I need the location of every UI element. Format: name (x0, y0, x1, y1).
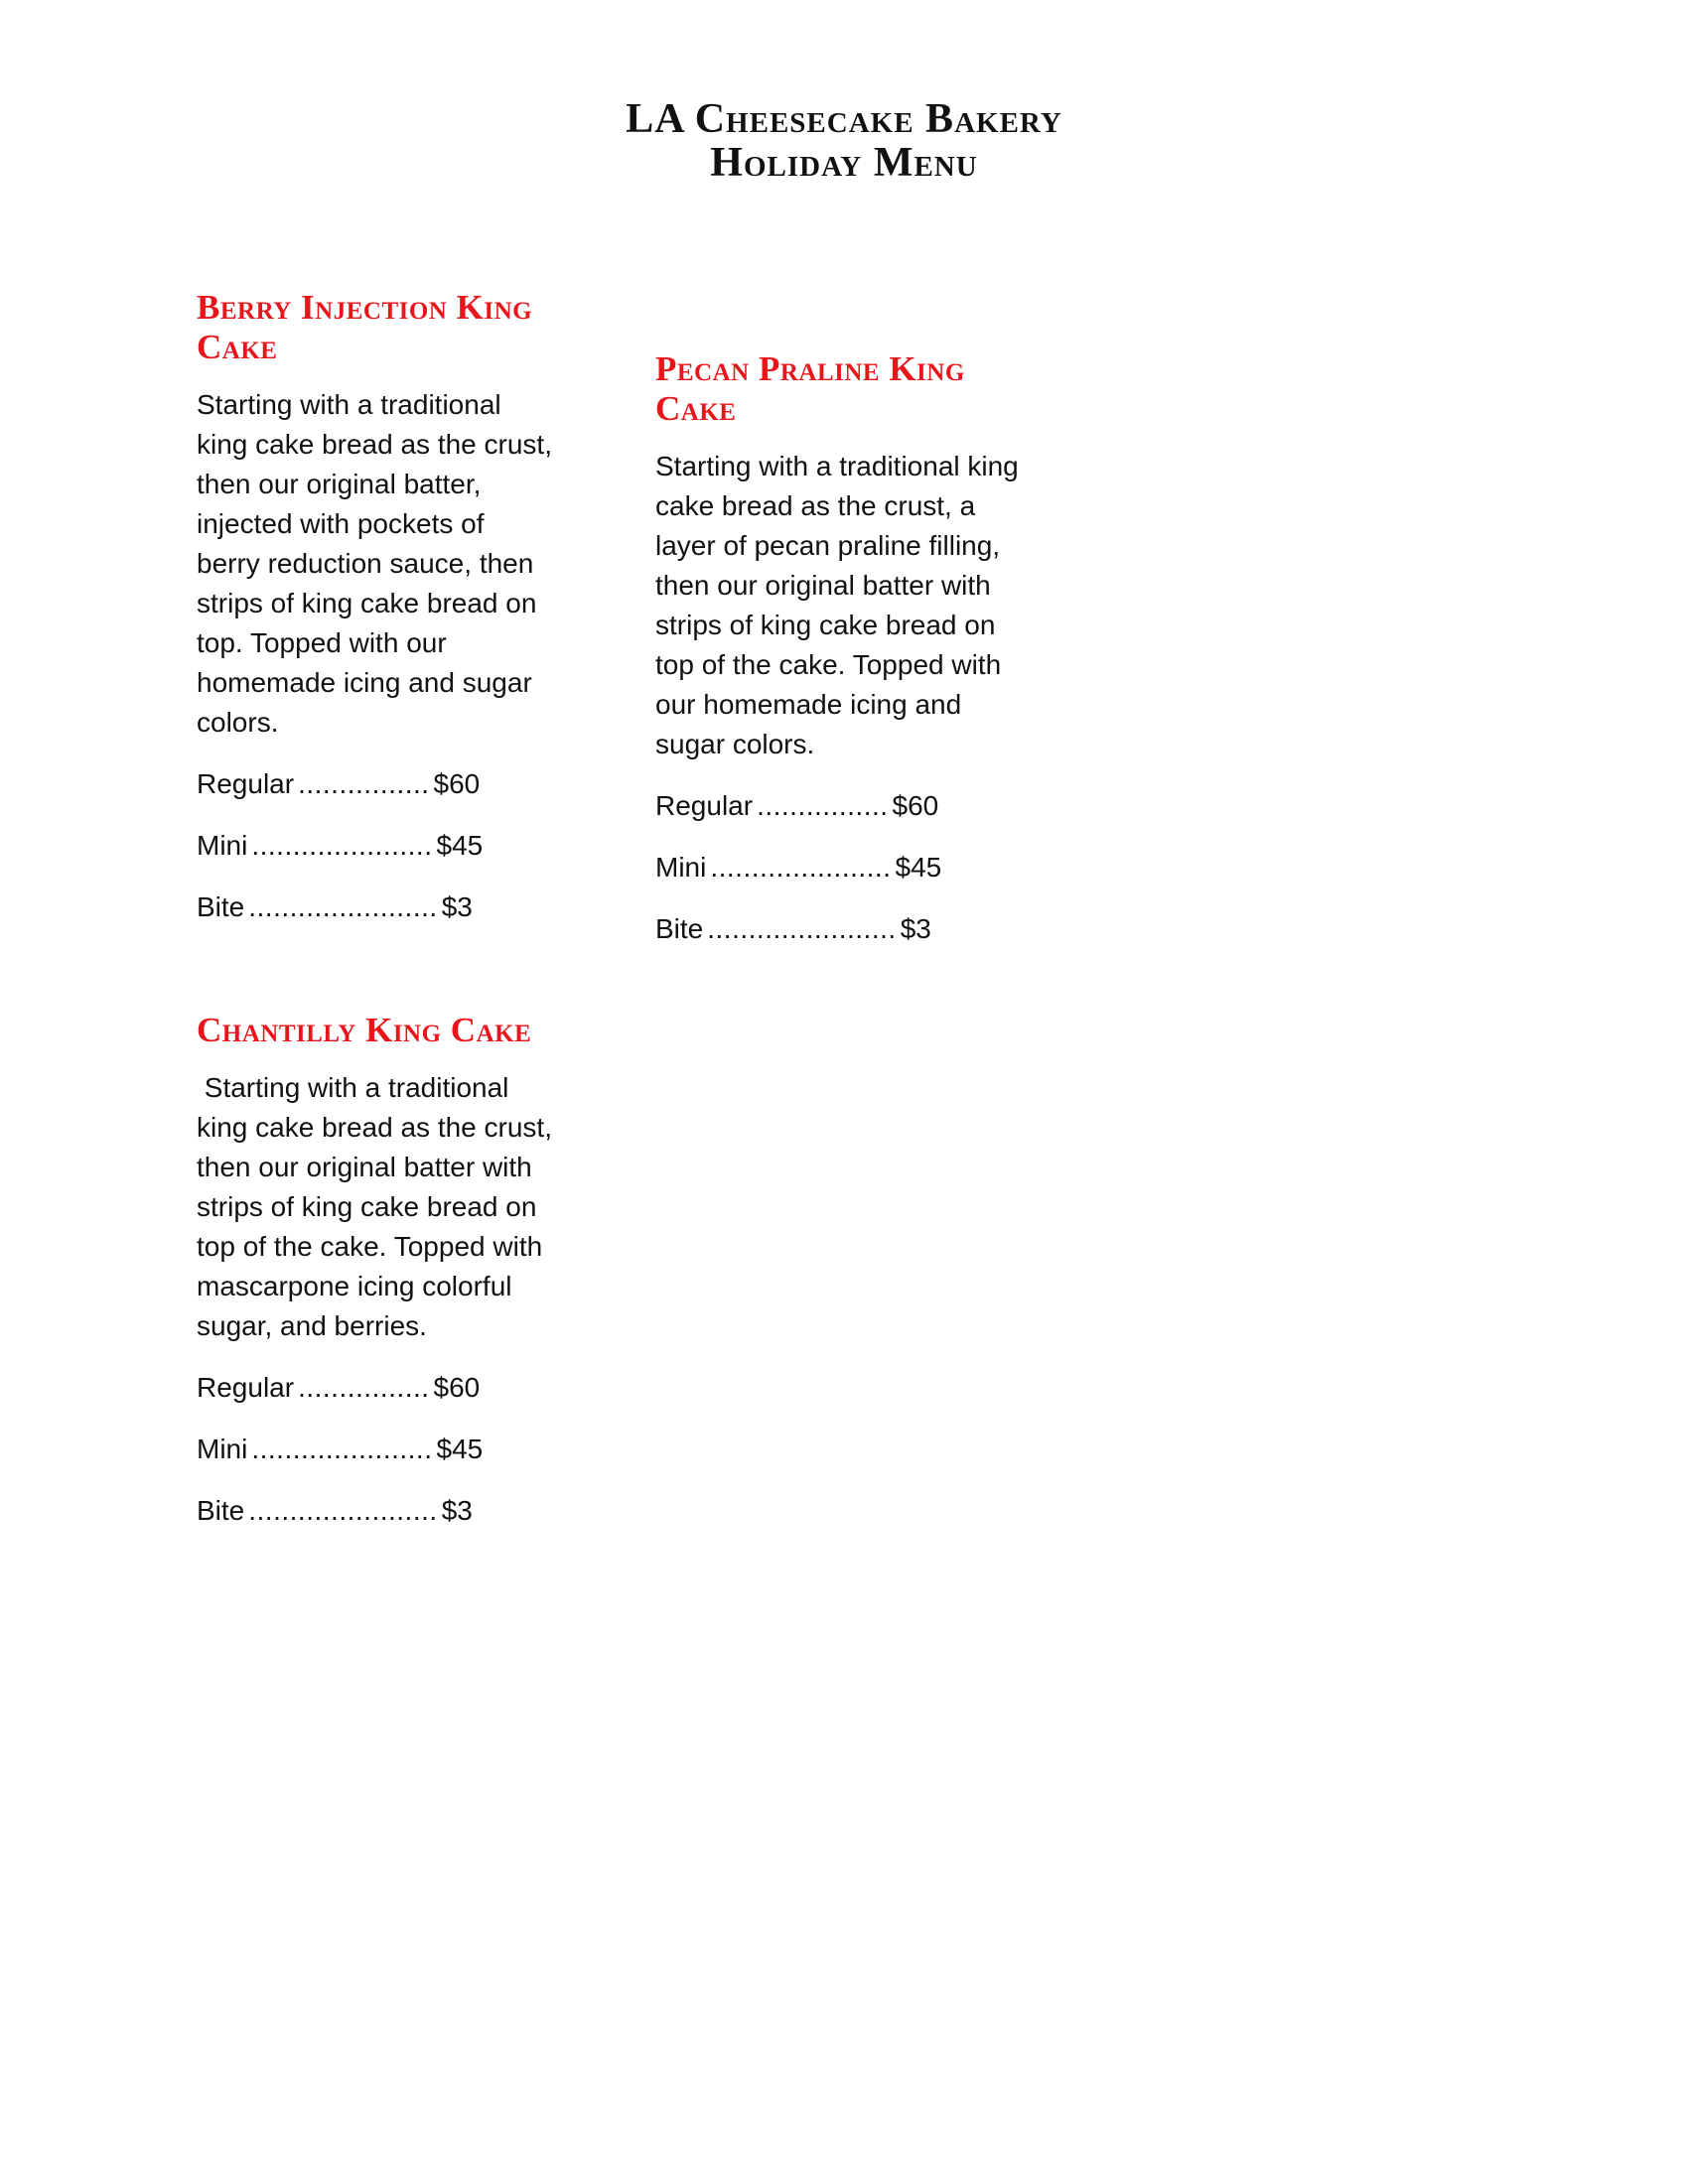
dot-leader: ...................... (251, 1433, 433, 1464)
price-row-regular (197, 1368, 554, 1408)
dot-leader: ....................... (248, 891, 438, 922)
menu-item-berry-injection (197, 288, 560, 949)
price-value: $60 (892, 790, 939, 821)
dot-leader: ...................... (251, 830, 433, 861)
price-value: $3 (900, 913, 931, 944)
price-row-regular (655, 786, 1023, 826)
menu-name: Holiday Menu (710, 140, 978, 186)
price-row-mini (197, 826, 554, 866)
dot-leader: ................ (757, 790, 889, 821)
menu-item-chantilly (197, 1011, 560, 1553)
price-row-regular (197, 764, 554, 804)
price-row-bite (197, 887, 554, 927)
size-label: Mini (655, 852, 707, 883)
price-value: $60 (433, 1372, 481, 1403)
item-description: Starting with a traditional king cake bread as the crust, then our original batter with strips of king cake bread on top of the cake. Topped with mascarpone icing colorful sugar, and berries. (197, 1072, 560, 1341)
size-label: Regular (655, 790, 754, 821)
price-row-mini (655, 848, 1023, 887)
price-value: $45 (436, 830, 484, 861)
size-label: Bite (197, 891, 245, 922)
price-value: $3 (441, 891, 473, 922)
size-label: Mini (197, 830, 248, 861)
dot-leader: ................ (298, 768, 430, 799)
dot-leader: ....................... (707, 913, 897, 944)
price-value: $3 (441, 1495, 473, 1526)
price-value: $60 (433, 768, 481, 799)
dot-leader: ................ (298, 1372, 430, 1403)
size-label: Bite (197, 1495, 245, 1526)
item-heading: Chantilly King Cake (197, 1011, 532, 1049)
price-row-bite (655, 909, 1023, 949)
price-value: $45 (436, 1433, 484, 1464)
item-description: Starting with a traditional king cake bread as the crust, a layer of pecan praline filling, then our original batter with strips of king cake bread on top of the cake. Topped with our homemade icing and sugar colors. (655, 451, 1027, 759)
bakery-name: LA Cheesecake Bakery (626, 96, 1062, 142)
menu-title (0, 97, 1688, 185)
item-description: Starting with a traditional king cake bread as the crust, then our original batter, injected with pockets of berry reduction sauce, then strips of king cake bread on top. Topped with our homemade icing and sugar colors. (197, 389, 560, 738)
price-row-mini (197, 1430, 554, 1469)
price-row-bite (197, 1491, 554, 1531)
item-heading: Berry Injection King Cake (197, 288, 533, 366)
size-label: Regular (197, 1372, 295, 1403)
size-label: Mini (197, 1433, 248, 1464)
menu-item-pecan-praline (655, 349, 1027, 971)
dot-leader: ...................... (710, 852, 892, 883)
size-label: Bite (655, 913, 704, 944)
price-value: $45 (895, 852, 942, 883)
dot-leader: ....................... (248, 1495, 438, 1526)
size-label: Regular (197, 768, 295, 799)
item-heading: Pecan Praline King Cake (655, 349, 965, 428)
